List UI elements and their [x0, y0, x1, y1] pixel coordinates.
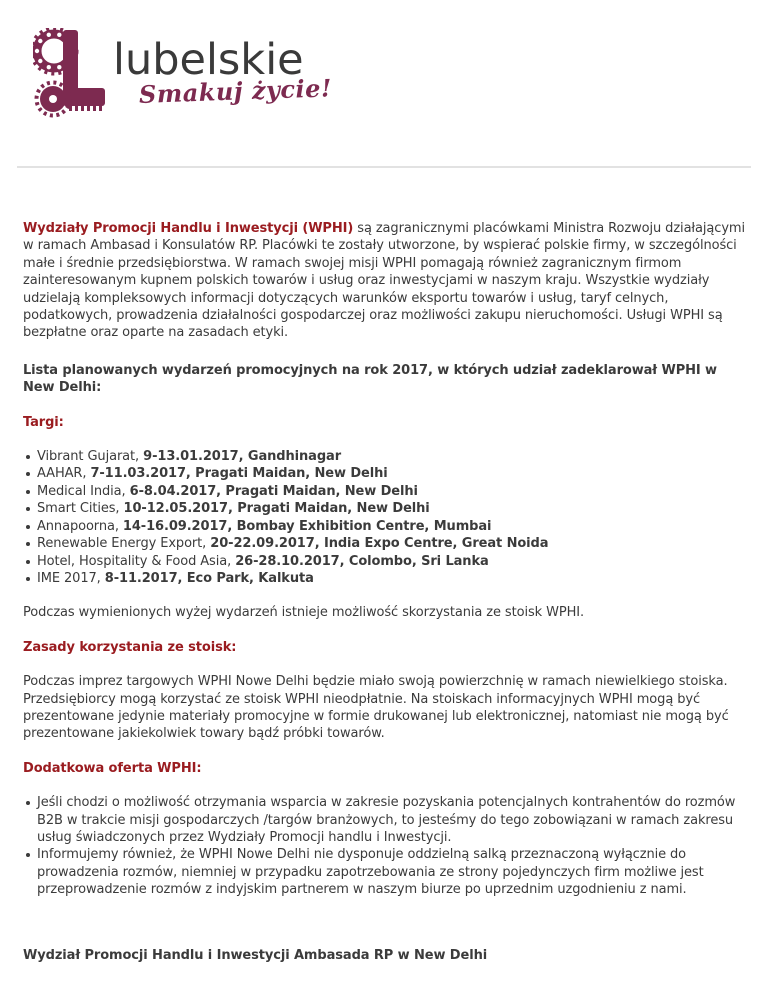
- offer-heading: Dodatkowa oferta WPHI:: [23, 760, 202, 776]
- event-item: [25, 553, 745, 570]
- event-name: Annapoorna,: [37, 518, 119, 534]
- event-details: 10-12.05.2017, Pragati Maidan, New Delhi: [123, 501, 430, 517]
- event-details: 7-11.03.2017, Pragati Maidan, New Delhi: [90, 466, 388, 482]
- event-name: IME 2017,: [37, 570, 101, 586]
- event-details: 14-16.09.2017, Bombay Exhibition Centre, Mumbai: [122, 518, 492, 534]
- logo-tagline: Smakuj życie!: [138, 73, 333, 109]
- event-item: [25, 535, 745, 552]
- event-item: [25, 465, 745, 482]
- rules-heading: Zasady korzystania ze stoisk:: [23, 639, 237, 655]
- event-name: Medical India,: [37, 483, 126, 499]
- lubelskie-logo[interactable]: [23, 0, 745, 118]
- events-list-heading: Lista planowanych wydarzeń promocyjnych na rok 2017, w których udział zadeklarował WPHI w New Delhi:: [23, 362, 717, 396]
- header-divider: [17, 166, 751, 168]
- event-name: Vibrant Gujarat,: [37, 449, 140, 465]
- event-details: 6-8.04.2017, Pragati Maidan, New Delhi: [129, 483, 418, 499]
- offer-item: Informujemy również, że WPHI Nowe Delhi nie dysponuje oddzielną salką przeznaczoną wyłącznie do prowadzenia rozmów, niemniej w przypadku zapotrzebowania ze strony pojedynczych firm możliwe jest przeprowadzenie rozmów z indyjskim partnerem w naszym biurze po uprzednim uzgodnieniu z nami.: [25, 846, 745, 898]
- event-name: Renewable Energy Export,: [37, 536, 207, 552]
- rules-paragraph: Podczas imprez targowych WPHI Nowe Delhi będzie miało swoją powierzchnię w ramach niewielkiego stoiska. Przedsiębiorcy mogą korzystać ze stoisk WPHI nieodpłatnie. Na stoiskach informacyjnych WPHI mogą być prezentowane jedynie materiały promocyjne w formie drukowanej lub elektronicznej, natomiast nie mogą być prezentowane jakiekolwiek towary bądź próbki towarów.: [23, 674, 729, 742]
- logo-brand-name: lubelskie: [113, 35, 304, 85]
- logo-text: [113, 28, 332, 108]
- intro-lead: Wydziały Promocji Handlu i Inwestycji (WPHI): [23, 221, 354, 236]
- footer-title: Wydział Promocji Handlu i Inwestycji Ambasada RP w New Delhi: [23, 947, 488, 963]
- event-item: [25, 570, 745, 587]
- event-item: [25, 448, 745, 465]
- event-item: [25, 500, 745, 517]
- event-name: Smart Cities,: [37, 501, 120, 517]
- targi-heading: Targi:: [23, 414, 64, 430]
- event-item: [25, 518, 745, 535]
- lubelskie-gear-icon: [33, 28, 109, 118]
- event-details: 20-22.09.2017, India Expo Centre, Great Noida: [210, 536, 549, 552]
- event-details: 26-28.10.2017, Colombo, Sri Lanka: [235, 553, 489, 569]
- event-name: Hotel, Hospitality & Food Asia,: [37, 553, 232, 569]
- intro-paragraph: [23, 220, 745, 342]
- stands-note: Podczas wymienionych wyżej wydarzeń istnieje możliwość skorzystania ze stoisk WPHI.: [23, 605, 585, 621]
- event-details: 8-11.2017, Eco Park, Kalkuta: [104, 570, 314, 586]
- offer-item: Jeśli chodzi o możliwość otrzymania wsparcia w zakresie pozyskania potencjalnych kontrahentów do rozmów B2B w trakcie misji gospodarczych /targów branżowych, to jesteśmy do tego zobowiązani w ramach zakresu usług świadczonych przez Wydziały Promocji handlu i Inwestycji.: [25, 794, 745, 846]
- offer-list: [23, 794, 745, 898]
- intro-body: są zagranicznymi placówkami Ministra Rozwoju działającymi w ramach Ambasad i Konsulatów RP. Placówki te zostały utworzone, by wspierać polskie firmy, w szczególności małe i średnie przedsiębiorstwa. W ramach swojej misji WPHI pomagają również zagranicznym firmom zainteresowanym kupnem polskich towarów i usług oraz inwestycjami w naszym kraju. Wszystkie wydziały udzielają kompleksowych informacji dotyczących warunków eksportu towarów i usług, taryf celnych, podatkowych, prowadzenia działalności gospodarczej oraz możliwości zakupu nieruchomości. Usługi WPHI są bezpłatne oraz oparte na zasadach etyki.: [23, 221, 745, 341]
- event-item: [25, 483, 745, 500]
- event-name: AAHAR,: [37, 466, 87, 482]
- events-list: [23, 448, 745, 587]
- event-details: 9-13.01.2017, Gandhinagar: [143, 449, 342, 465]
